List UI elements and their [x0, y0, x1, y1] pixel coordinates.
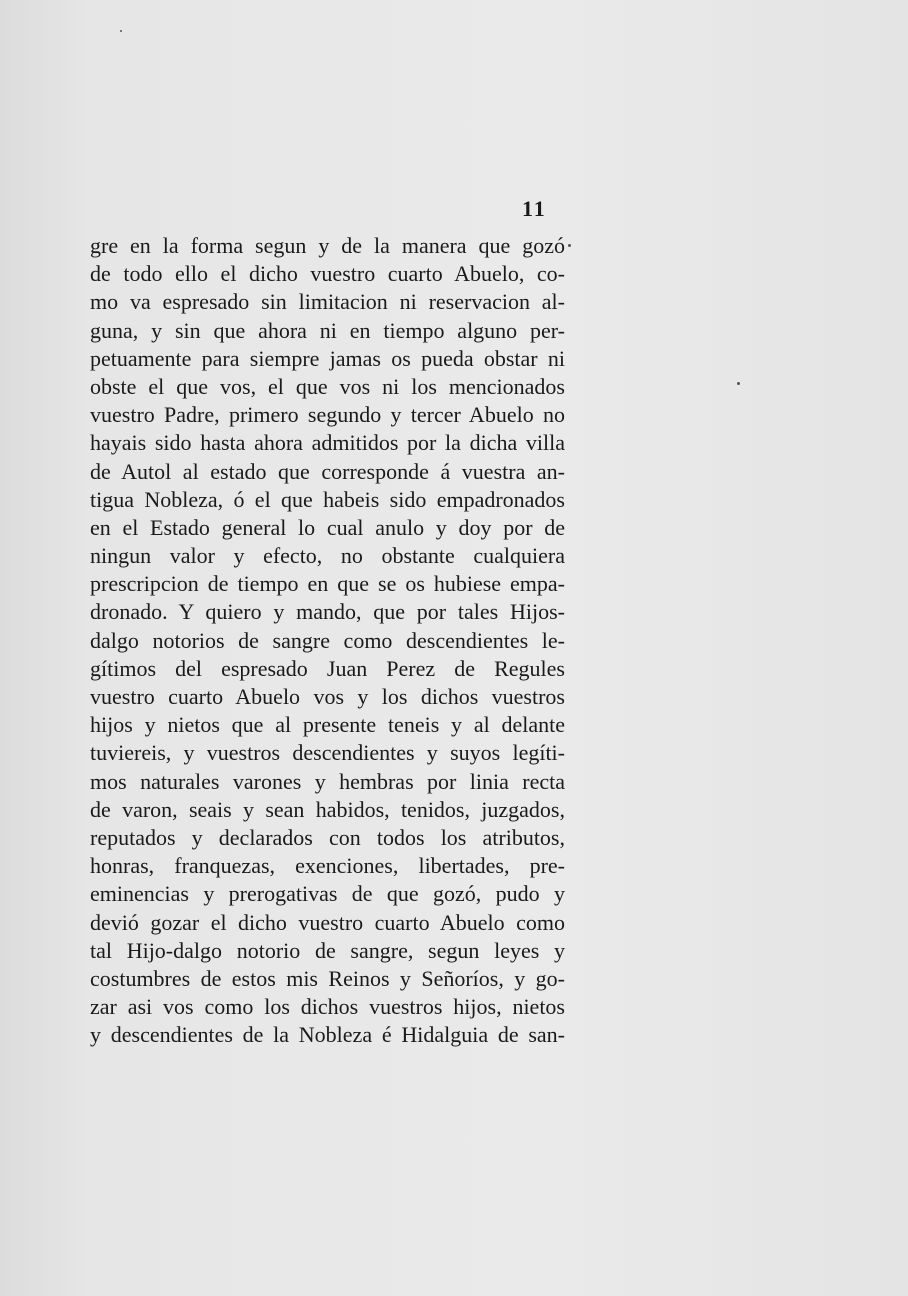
text-line: obste el que vos, el que vos ni los mencionados — [90, 373, 565, 399]
text-line: devió gozar el dicho vuestro cuarto Abuelo como — [90, 909, 565, 935]
text-line: dronado. Y quiero y mando, que por tales Hijos- — [90, 599, 565, 625]
text-line: en el Estado general lo cual anulo y doy por de — [90, 514, 565, 540]
text-line: hijos y nietos que al presente teneis y al delante — [90, 712, 565, 738]
text-line: tuviereis, y vuestros descendientes y suyos legíti- — [90, 740, 565, 766]
text-line: petuamente para siempre jamas os pueda obstar ni — [90, 345, 565, 371]
text-line: de varon, seais y sean habidos, tenidos, juzgados, — [90, 796, 565, 822]
text-line: gre en la forma segun y de la manera que gozó — [90, 233, 565, 258]
text-line: gítimos del espresado Juan Perez de Regules — [90, 655, 565, 681]
paper-speck — [568, 244, 571, 247]
text-line: hayais sido hasta ahora admitidos por la dicha villa — [90, 430, 565, 456]
text-line: vuestro cuarto Abuelo vos y los dichos vuestros — [90, 684, 565, 709]
page-number: 11 — [522, 196, 547, 221]
text-line: ningun valor y efecto, no obstante cualquiera — [90, 543, 565, 569]
text-line: zar asi vos como los dichos vuestros hijos, nietos — [90, 994, 565, 1020]
text-line: tigua Nobleza, ó el que habeis sido empadronados — [90, 486, 565, 512]
text-line: dalgo notorios de sangre como descendientes le- — [90, 627, 565, 653]
text-line: prescripcion de tiempo en que se os hubiese empa- — [90, 571, 565, 597]
text-line: costumbres de estos mis Reinos y Señoríos, y go- — [90, 965, 565, 991]
paper-speck — [737, 382, 740, 385]
text-line: eminencias y prerogativas de que gozó, pudo y — [90, 881, 565, 907]
body-text — [90, 232, 565, 1049]
text-line: tal Hijo-dalgo notorio de sangre, segun leyes y — [90, 937, 565, 963]
text-line: mo va espresado sin limitacion ni reservacion al- — [90, 289, 565, 315]
text-line: guna, y sin que ahora ni en tiempo alguno per- — [90, 317, 565, 343]
text-line: honras, franquezas, exenciones, libertades, pre- — [90, 853, 565, 879]
text-line: vuestro Padre, primero segundo y tercer Abuelo no — [90, 402, 565, 428]
paper-speck — [120, 30, 122, 32]
text-line: reputados y declarados con todos los atributos, — [90, 824, 565, 850]
text-line: de todo ello el dicho vuestro cuarto Abuelo, co- — [90, 261, 565, 287]
text-line: mos naturales varones y hembras por linia recta — [90, 768, 565, 794]
text-line: de Autol al estado que corresponde á vuestra an- — [90, 458, 565, 484]
text-line: y descendientes de la Nobleza é Hidalguia de san- — [90, 1022, 565, 1048]
